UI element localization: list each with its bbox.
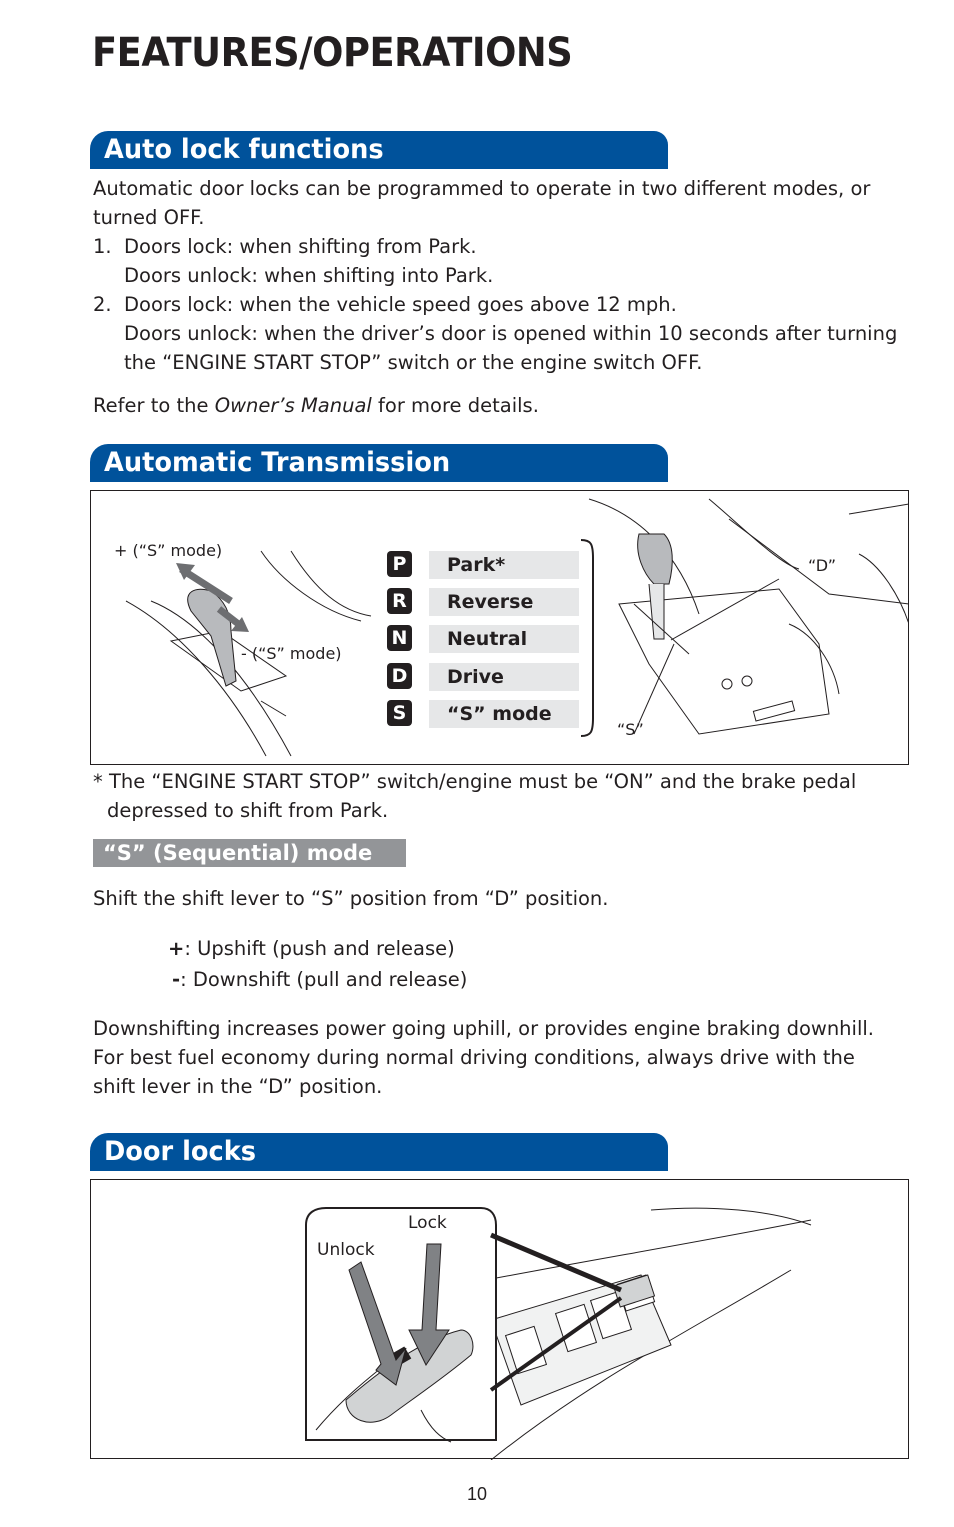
auto-lock-refer: Refer to the Owner’s Manual for more details.	[93, 394, 539, 417]
auto-lock-item-2: 2. Doors lock: when the vehicle speed goes above 12 mph. Doors unlock: when the driver’s door is opened within 10 seconds after turning the “ENGINE START STOP” switch or the engine switch OFF.	[93, 293, 898, 374]
door-locks-figure	[90, 1179, 909, 1459]
minus-s-mode-label: - (“S” mode)	[241, 644, 342, 663]
s-position-callout: “S”	[617, 720, 644, 739]
auto-lock-intro: Automatic door locks can be programmed to operate in two different modes, or turned OFF.	[93, 177, 871, 229]
transmission-header: Automatic Transmission	[90, 444, 668, 482]
d-position-callout: “D”	[808, 556, 836, 575]
page-title: FEATURES/OPERATIONS	[92, 30, 573, 76]
transmission-closing: Downshifting increases power going uphill, or provides engine braking downhill. For best fuel economy during normal driving conditions, always drive with the shift lever in the “D” position.	[93, 1017, 874, 1098]
unlock-label: Unlock	[317, 1240, 375, 1260]
auto-lock-body	[93, 174, 903, 420]
door-lock-switch-illustration	[91, 1180, 910, 1460]
shifter-closeup-illustration	[91, 491, 391, 761]
downshift-line: -: Downshift (pull and release)	[172, 968, 468, 991]
lock-label: Lock	[408, 1213, 447, 1233]
s-mode-header: “S” (Sequential) mode	[93, 839, 406, 867]
plus-s-mode-label: + (“S” mode)	[114, 541, 223, 560]
upshift-line: +: Upshift (push and release)	[168, 937, 455, 960]
door-locks-header: Door locks	[90, 1133, 668, 1171]
s-mode-intro: Shift the shift lever to “S” position from “D” position.	[93, 887, 609, 910]
auto-lock-item-1: 1. Doors lock: when shifting from Park. Doors unlock: when shifting into Park.	[93, 235, 494, 287]
page-number: 10	[466, 1484, 488, 1504]
gear-bracket	[579, 538, 599, 738]
auto-lock-header: Auto lock functions	[90, 131, 668, 169]
transmission-footnote: * The “ENGINE START STOP” switch/engine must be “ON” and the brake pedal depressed to shift from Park.	[93, 770, 857, 822]
